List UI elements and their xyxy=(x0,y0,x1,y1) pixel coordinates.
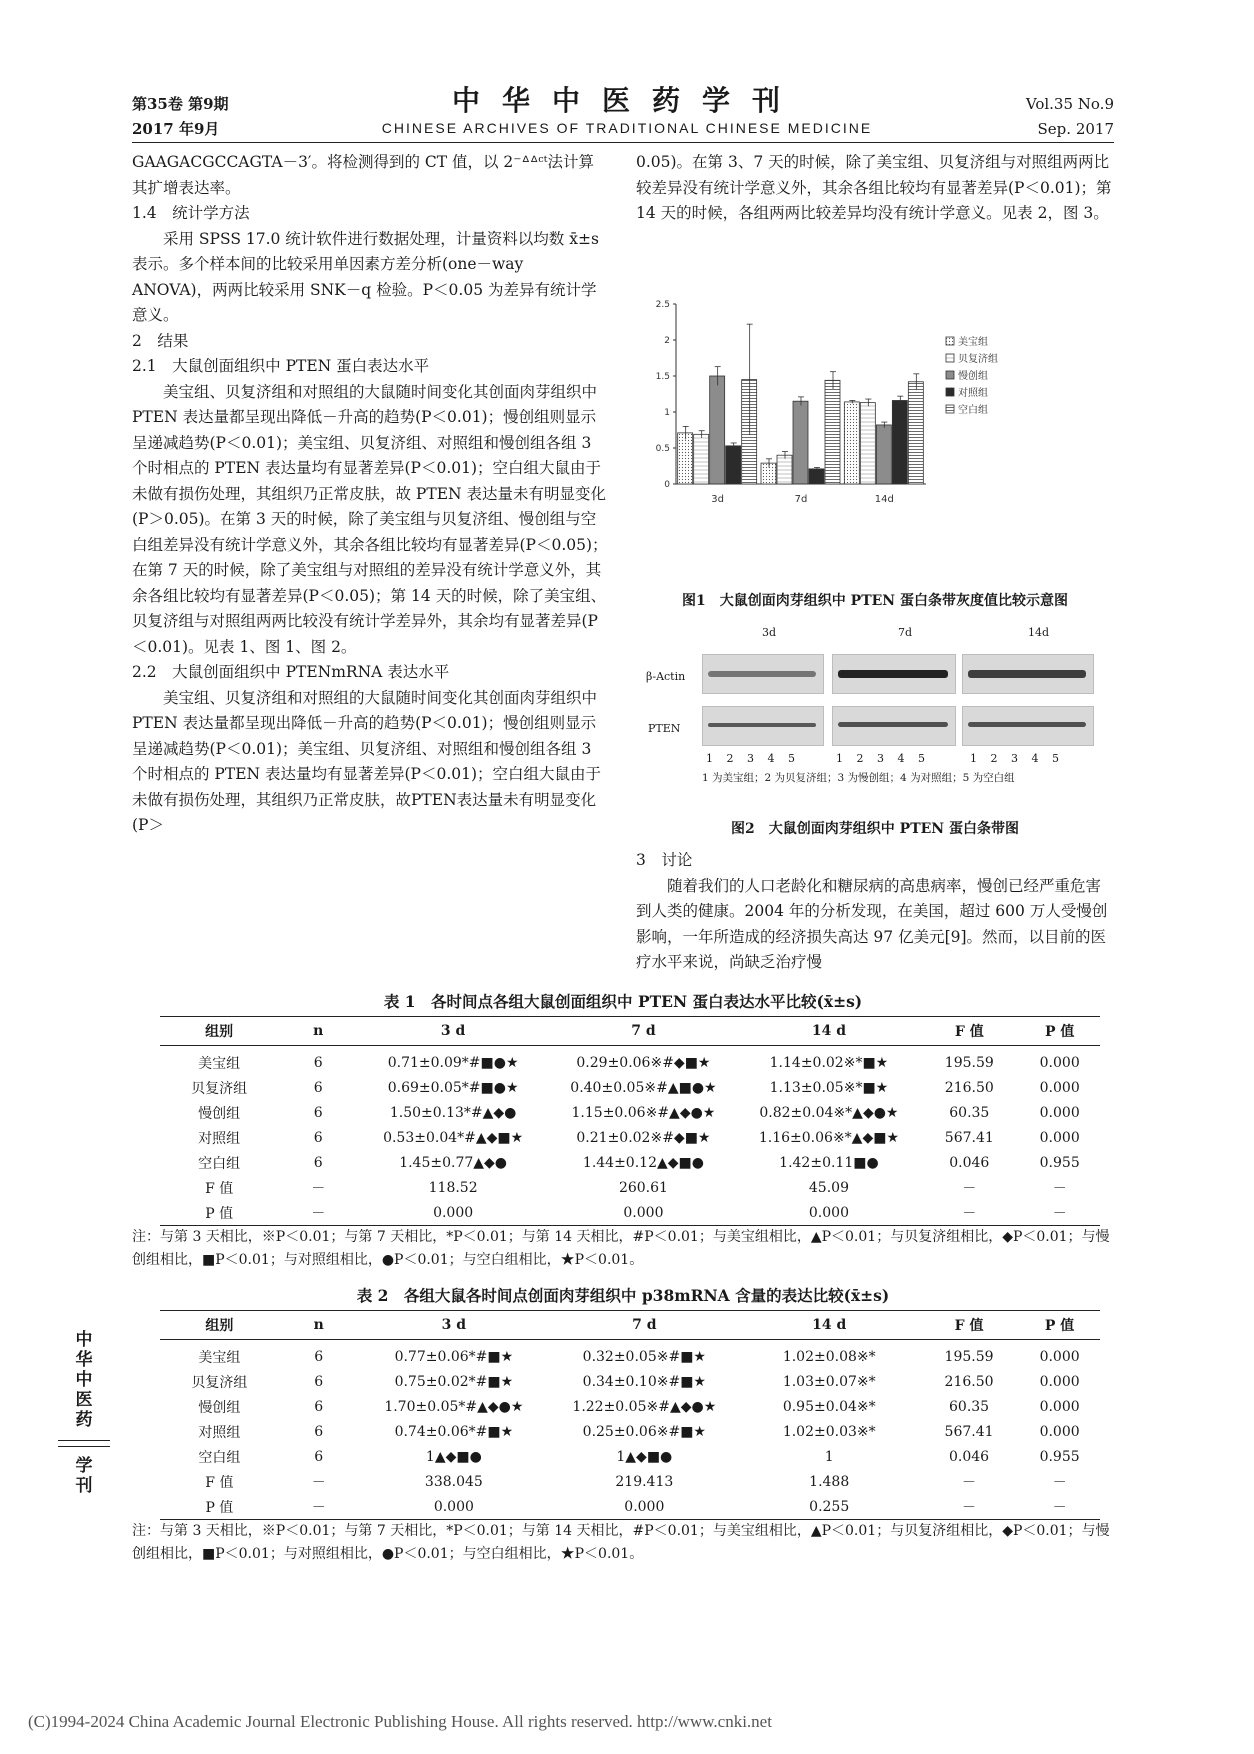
table-row xyxy=(160,1075,1100,1100)
table-row xyxy=(160,1150,1100,1175)
table-row xyxy=(160,1369,1100,1394)
table2-cell: 6 xyxy=(314,1423,324,1440)
table1-cell: 0.000 xyxy=(1039,1079,1080,1096)
table2-cell: 0.255 xyxy=(740,1494,919,1520)
table1-cell: 6 xyxy=(313,1104,323,1121)
table1-cell: 贝复济组 xyxy=(191,1080,248,1097)
table2-cell: － xyxy=(1019,1494,1100,1520)
y-tick-label: 1 xyxy=(664,408,670,418)
table2-cell: P 值 xyxy=(160,1494,279,1520)
table1-cell: 6 xyxy=(313,1154,323,1171)
table1-cell: － xyxy=(962,1180,977,1197)
table1-cell: 0.955 xyxy=(1039,1154,1080,1171)
table2-cell: 1.70±0.05*#▲◆●★ xyxy=(384,1398,524,1415)
y-tick-label: 0.5 xyxy=(655,444,670,454)
table-row xyxy=(160,1494,1100,1520)
bar-美宝组-7d xyxy=(761,463,776,484)
table1-cell: 0.40±0.05※#▲■●★ xyxy=(570,1079,717,1096)
right-column-top xyxy=(636,150,1114,227)
blot-lanes-7d: 1 2 3 4 5 xyxy=(836,752,930,765)
table2-header-2: 3 d xyxy=(359,1311,549,1340)
legend-label: 美宝组 xyxy=(958,337,988,348)
table1-cell: F 值 xyxy=(205,1180,234,1197)
table-2-title: 表 2 各组大鼠各时间点创面肉芽组织中 p38mRNA 含量的表达比较(x̄±s) xyxy=(356,1286,890,1305)
table1-cell: 1.45±0.77▲◆● xyxy=(399,1154,508,1171)
table-row xyxy=(160,1394,1100,1419)
journal-title-en: CHINESE ARCHIVES OF TRADITIONAL CHINESE MEDICINE xyxy=(381,120,873,136)
table2-header-0: 组别 xyxy=(160,1311,279,1340)
table2-cell: 0.000 xyxy=(1039,1348,1080,1365)
table-row xyxy=(160,1200,1100,1226)
right-para-1: 0.05)。在第 3、7 天的时候，除了美宝组、贝复济组与对照组两两比较差异没有统计学意义外，其余各组比较均有显著差异(P＜0.01)；第 14 天的时候，各组两两比较差异均没有统计学意义。见表 2，图 3。 xyxy=(636,153,1112,222)
table1-cell: 0.046 xyxy=(949,1154,990,1171)
table1-cell: 6 xyxy=(313,1054,323,1071)
bar-对照组-3d xyxy=(726,446,741,484)
table1-cell: 0.21±0.02※#◆■★ xyxy=(576,1129,711,1146)
table1-cell: 195.59 xyxy=(944,1054,994,1071)
table1-header-0: 组别 xyxy=(160,1017,278,1046)
table2-cell: 1.22±0.05※#▲◆●★ xyxy=(572,1398,717,1415)
bar-慢创组-7d xyxy=(793,401,808,484)
table-row xyxy=(160,1340,1100,1370)
table2-cell: 338.045 xyxy=(424,1473,483,1490)
table2-header-6: P 值 xyxy=(1019,1311,1100,1340)
table2-cell: F 值 xyxy=(205,1474,234,1491)
table1-cell: 1.16±0.06※*▲◆■★ xyxy=(758,1129,899,1146)
table2-header-4: 14 d xyxy=(740,1311,919,1340)
table2-cell: － xyxy=(311,1474,326,1491)
table1-cell: 慢创组 xyxy=(198,1105,241,1122)
side-label-bottom: 学刊 xyxy=(75,1456,93,1496)
vol-en: Vol.35 No.9 xyxy=(1025,95,1114,113)
journal-title-cn: 中华中医药学刊 xyxy=(451,84,802,117)
table1-header-1: n xyxy=(278,1017,358,1046)
table2-cell: 1.02±0.08※* xyxy=(782,1348,876,1365)
table1-cell: 1.44±0.12▲◆■● xyxy=(582,1154,704,1171)
band-actin-3d xyxy=(708,671,816,677)
table-1-title: 表 1 各时间点各组大鼠创面组织中 PTEN 蛋白表达水平比较(x̄±s) xyxy=(383,992,863,1011)
table2-cell: 贝复济组 xyxy=(191,1374,248,1391)
table2-cell: 0.77±0.06*#■★ xyxy=(394,1348,514,1365)
table-2 xyxy=(160,1310,1100,1520)
figure-1-chart xyxy=(636,280,1114,580)
band-pten-14d xyxy=(968,722,1086,727)
y-tick-label: 2.5 xyxy=(655,300,670,310)
band-actin-7d xyxy=(838,670,948,678)
section-3: 3 讨论 xyxy=(636,851,693,869)
table1-cell: － xyxy=(278,1200,358,1226)
legend-swatch xyxy=(946,337,954,345)
table1-cell: － xyxy=(1019,1200,1100,1226)
table1-cell: 0.000 xyxy=(1039,1129,1080,1146)
table2-cell: 0.000 xyxy=(1039,1423,1080,1440)
table-row xyxy=(160,1419,1100,1444)
table2-cell: 1.02±0.03※* xyxy=(782,1423,876,1440)
bar-空白组-3d xyxy=(742,380,757,484)
blot-label-pten: PTEN xyxy=(648,722,681,735)
bar-贝复济组-14d xyxy=(860,403,875,484)
table1-cell: 空白组 xyxy=(198,1155,241,1172)
table1-cell: 1.15±0.06※#▲◆●★ xyxy=(571,1104,716,1121)
table1-header-4: 14 d xyxy=(739,1017,920,1046)
table1-cell: 0.000 xyxy=(739,1200,920,1226)
table2-cell: 0.25±0.06※#■★ xyxy=(582,1423,706,1440)
table2-cell: 0.34±0.10※#■★ xyxy=(582,1373,706,1390)
bar-贝复济组-3d xyxy=(694,434,709,484)
table2-cell: 0.000 xyxy=(1039,1398,1080,1415)
section-2-2: 2.2 大鼠创面组织中 PTENmRNA 表达水平 xyxy=(132,663,450,681)
table2-cell: 0.046 xyxy=(949,1448,990,1465)
table2-cell: 6 xyxy=(314,1398,324,1415)
left-column xyxy=(132,150,608,839)
table2-header-1: n xyxy=(279,1311,359,1340)
right-column-bottom xyxy=(636,848,1114,976)
table1-cell: 0.82±0.04※*▲◆●★ xyxy=(759,1104,899,1121)
table1-header-6: P 值 xyxy=(1019,1017,1100,1046)
table-1-note: 注：与第 3 天相比，※P＜0.01；与第 7 天相比，*P＜0.01；与第 14 天相比，#P＜0.01；与美宝组相比，▲P＜0.01；与贝复济组相比，◆P＜0.01；与慢创组相比，■P＜0.01；与对照组相比，●P＜0.01；与空白组相比，★P＜0.01。 xyxy=(132,1229,1110,1268)
table2-cell: 6 xyxy=(314,1448,324,1465)
table1-cell: P 值 xyxy=(160,1200,278,1226)
volume-issue: 第35卷 第9期 xyxy=(132,95,229,113)
table1-cell: 0.29±0.06※#◆■★ xyxy=(576,1054,711,1071)
table2-cell: 60.35 xyxy=(949,1398,990,1415)
table2-cell: 1 xyxy=(824,1448,834,1465)
left-para-1: GAAGACGCCAGTA－3′。将检测得到的 CT 值，以 2⁻ᐞᐞᶜᵗ法计算其扩增表达率。 xyxy=(132,153,594,197)
table1-cell: 对照组 xyxy=(198,1130,241,1147)
legend-label: 空白组 xyxy=(958,405,988,416)
table1-cell: 0.000 xyxy=(358,1200,548,1226)
side-label-top: 中华中医药 xyxy=(75,1330,93,1430)
blot-time-3d: 3d xyxy=(762,626,777,639)
table-row xyxy=(160,1444,1100,1469)
date-cn: 2017 年9月 xyxy=(132,120,220,138)
table2-cell: － xyxy=(279,1494,359,1520)
table1-cell: 0.000 xyxy=(1039,1104,1080,1121)
table2-header-5: F 值 xyxy=(919,1311,1019,1340)
table2-header-3: 7 d xyxy=(549,1311,740,1340)
table2-cell: 0.000 xyxy=(549,1494,740,1520)
blot-time-7d: 7d xyxy=(898,626,913,639)
table2-cell: 美宝组 xyxy=(198,1349,241,1366)
legend-swatch xyxy=(946,405,954,413)
table1-header-2: 3 d xyxy=(358,1017,548,1046)
x-tick-label: 7d xyxy=(794,494,808,505)
figure-2-caption: 图2 大鼠创面肉芽组织中 PTEN 蛋白条带图 xyxy=(731,821,1019,837)
table1-cell: 1.42±0.11■● xyxy=(779,1154,879,1171)
date-en: Sep. 2017 xyxy=(1037,120,1114,138)
table2-cell: 6 xyxy=(314,1348,324,1365)
table1-cell: 1.50±0.13*#▲◆● xyxy=(389,1104,517,1121)
y-tick-label: 0 xyxy=(664,480,670,490)
table2-cell: 1▲◆■● xyxy=(616,1448,673,1465)
table2-cell: 慢创组 xyxy=(198,1399,241,1416)
section-1-4: 1.4 统计学方法 xyxy=(132,204,250,222)
legend-label: 对照组 xyxy=(958,388,988,399)
section-2: 2 结果 xyxy=(132,331,189,350)
bar-慢创组-3d xyxy=(710,376,725,484)
table2-cell: 0.95±0.04※* xyxy=(782,1398,876,1415)
blot-lanes-14d: 1 2 3 4 5 xyxy=(970,752,1064,765)
band-actin-14d xyxy=(968,670,1086,678)
band-pten-7d xyxy=(838,722,948,727)
y-tick-label: 1.5 xyxy=(655,372,670,382)
table1-cell: 6 xyxy=(313,1129,323,1146)
table1-cell: － xyxy=(1052,1180,1067,1197)
blot-time-14d: 14d xyxy=(1028,626,1050,639)
table2-cell: 1.03±0.07※* xyxy=(782,1373,876,1390)
header-left xyxy=(132,92,229,142)
table2-cell: 0.000 xyxy=(359,1494,549,1520)
legend-swatch xyxy=(946,388,954,396)
table2-cell: 0.74±0.06*#■★ xyxy=(394,1423,514,1440)
bar-空白组-14d xyxy=(908,382,923,484)
table1-cell: 美宝组 xyxy=(198,1055,241,1072)
table2-cell: 0.32±0.05※#■★ xyxy=(582,1348,706,1365)
table-2-note: 注：与第 3 天相比，※P＜0.01；与第 7 天相比，*P＜0.01；与第 14 天相比，#P＜0.01；与美宝组相比，▲P＜0.01；与贝复济组相比，◆P＜0.01；与慢创组相比，■P＜0.01；与对照组相比，●P＜0.01；与空白组相比，★P＜0.01。 xyxy=(132,1523,1110,1562)
table-1 xyxy=(160,1016,1100,1226)
band-pten-3d xyxy=(708,723,816,727)
bar-美宝组-3d xyxy=(678,433,693,484)
table1-cell: 6 xyxy=(313,1079,323,1096)
table1-cell: 0.000 xyxy=(1039,1054,1080,1071)
table2-cell: 1▲◆■● xyxy=(425,1448,482,1465)
table2-cell: － xyxy=(1052,1474,1067,1491)
table1-cell: 260.61 xyxy=(618,1179,668,1196)
table1-cell: 567.41 xyxy=(944,1129,994,1146)
bar-慢创组-14d xyxy=(876,425,891,484)
table1-cell: 45.09 xyxy=(808,1179,849,1196)
table2-cell: 0.955 xyxy=(1039,1448,1080,1465)
table2-cell: 216.50 xyxy=(944,1373,994,1390)
header-center xyxy=(330,84,924,138)
table1-cell: 0.69±0.05*#■●★ xyxy=(387,1079,519,1096)
section-2-1: 2.1 大鼠创面组织中 PTEN 蛋白表达水平 xyxy=(132,357,430,375)
legend-swatch xyxy=(946,354,954,362)
figure-2-blot xyxy=(636,622,1114,802)
bar-对照组-14d xyxy=(892,400,907,484)
table2-cell: 0.000 xyxy=(1039,1373,1080,1390)
table2-cell: 219.413 xyxy=(615,1473,674,1490)
table1-cell: 1.13±0.05※*■★ xyxy=(769,1079,889,1096)
left-para-4: 美宝组、贝复济组和对照组的大鼠随时间变化其创面肉芽组织中 PTEN 表达量都呈现出降低－升高的趋势(P＜0.01)；慢创组则显示呈递减趋势(P＜0.01)；美宝组、贝复济组、对照组和慢创组各组 3 个时相点的 PTEN 表达量均有显著差异(P＜0.01)；空白组大鼠由于未做有损伤处理，其组织乃正常皮肤，故PTEN表达量未有明显变化(P＞ xyxy=(132,688,602,834)
table-row xyxy=(160,1125,1100,1150)
table-row xyxy=(160,1046,1100,1076)
table1-cell: 0.000 xyxy=(548,1200,738,1226)
table1-cell: － xyxy=(919,1200,1019,1226)
table-row xyxy=(160,1100,1100,1125)
table2-cell: 6 xyxy=(314,1373,324,1390)
bar-美宝组-14d xyxy=(844,402,859,484)
table-row xyxy=(160,1469,1100,1494)
blot-legend: 1 为美宝组；2 为贝复济组；3 为慢创组；4 为对照组；5 为空白组 xyxy=(702,772,1015,784)
side-rule-1 xyxy=(58,1440,110,1441)
table2-cell: 空白组 xyxy=(198,1449,241,1466)
figure-1-caption: 图1 大鼠创面肉芽组织中 PTEN 蛋白条带灰度值比较示意图 xyxy=(682,593,1068,609)
table2-cell: 195.59 xyxy=(944,1348,994,1365)
table1-cell: 60.35 xyxy=(949,1104,990,1121)
table1-cell: 1.14±0.02※*■★ xyxy=(769,1054,889,1071)
legend-label: 慢创组 xyxy=(958,371,988,382)
table1-header-3: 7 d xyxy=(548,1017,738,1046)
table2-cell: － xyxy=(962,1474,977,1491)
legend-label: 贝复济组 xyxy=(958,354,998,365)
blot-label-actin: β-Actin xyxy=(646,670,686,683)
table1-cell: － xyxy=(311,1180,326,1197)
header-rule xyxy=(132,142,1114,143)
table2-cell: 1.488 xyxy=(809,1473,850,1490)
bar-贝复济组-7d xyxy=(777,455,792,484)
right-para-2: 随着我们的人口老龄化和糖尿病的高患病率，慢创已经严重危害到人类的健康。2004 年的分析发现，在美国，超过 600 万人受慢创影响，一年所造成的经济损失高达 97 亿美元[9]。然而，以目前的医疗水平来说，尚缺乏治疗慢 xyxy=(636,876,1108,971)
table-row xyxy=(160,1175,1100,1200)
table2-cell: － xyxy=(919,1494,1019,1520)
left-para-2: 采用 SPSS 17.0 统计软件进行数据处理，计量资料以均数 x̄±s 表示。多个样本间的比较采用单因素方差分析(one－way ANOVA)，两两比较采用 SNK－q 检验。P＜0.05 为差异有统计学意义。 xyxy=(132,229,599,324)
x-tick-label: 14d xyxy=(874,494,894,505)
bar-空白组-7d xyxy=(825,380,840,484)
table1-header-5: F 值 xyxy=(919,1017,1019,1046)
legend-swatch xyxy=(946,371,954,379)
y-tick-label: 2 xyxy=(664,336,670,346)
side-rule-2 xyxy=(58,1446,110,1447)
bar-对照组-7d xyxy=(809,469,824,484)
copyright-footer: (C)1994-2024 China Academic Journal Electronic Publishing House. All rights reserved. http://www.cnki.net xyxy=(28,1712,772,1731)
table1-cell: 0.53±0.04*#▲◆■★ xyxy=(383,1129,524,1146)
header-right xyxy=(1026,92,1114,142)
left-para-3: 美宝组、贝复济组和对照组的大鼠随时间变化其创面肉芽组织中 PTEN 表达量都呈现出降低－升高的趋势(P＜0.01)；慢创组则显示呈递减趋势(P＜0.01)；美宝组、贝复济组、对照组和慢创组各组 3 个时相点的 PTEN 表达量均有显著差异(P＜0.01)；空白组大鼠由于未做有损伤处理，其组织乃正常皮肤，故 PTEN 表达量未有明显变化(P＞0.05)。在第 3 天的时候，除了美宝组与贝复济组、慢创组与空白组差异没有统计学意义外，其余各组比较均有显著差异(P＜0.05)；在第 7 天的时候，除了美宝组与对照组的差异没有统计学意义外，其余各组比较均有显著差异(P＜0.05)；第 14 天的时候，除了美宝组、贝复济组与对照组两两比较没有统计学差异外，其余均有显著差异(P＜0.01)。见表 1、图 1、图 2。 xyxy=(132,382,608,656)
table2-cell: 对照组 xyxy=(198,1424,241,1441)
table2-cell: 567.41 xyxy=(944,1423,994,1440)
x-tick-label: 3d xyxy=(711,494,725,505)
table1-cell: 216.50 xyxy=(944,1079,994,1096)
blot-lanes-3d: 1 2 3 4 5 xyxy=(706,752,800,765)
table2-cell: 0.75±0.02*#■★ xyxy=(394,1373,514,1390)
table1-cell: 0.71±0.09*#■●★ xyxy=(387,1054,519,1071)
table1-cell: 118.52 xyxy=(428,1179,478,1196)
